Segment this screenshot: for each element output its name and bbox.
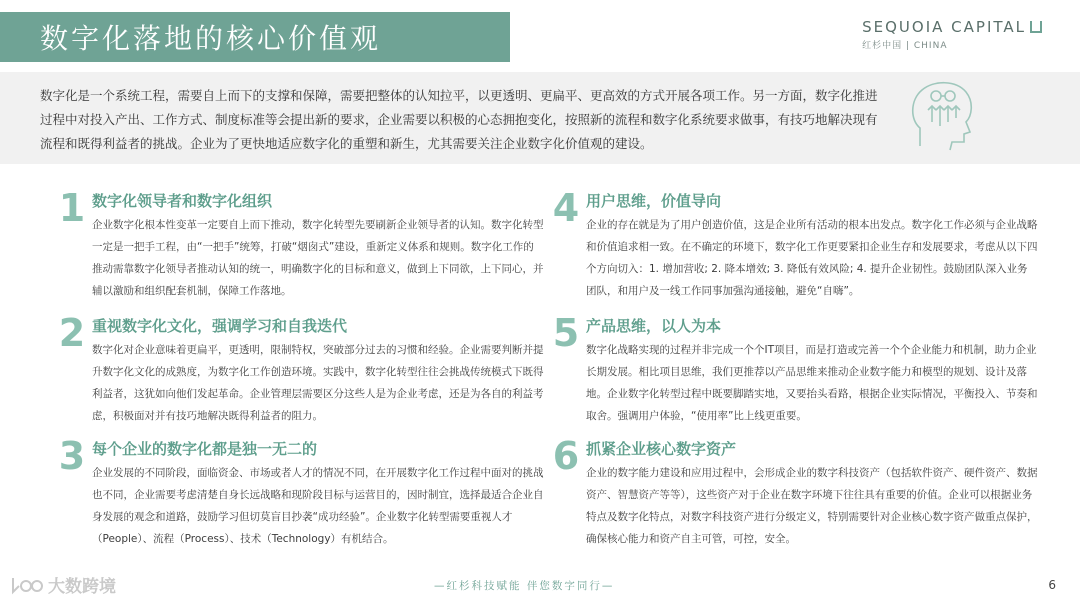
- section-number: 4: [552, 186, 580, 230]
- logo-subtitle: 红杉中国 | CHINA: [862, 41, 948, 51]
- section-title: 抓紧企业核心数字资产: [586, 440, 737, 458]
- footer: [0, 572, 1080, 600]
- section-number: 3: [58, 434, 86, 478]
- watermark: [10, 572, 116, 597]
- digital-head-icon: [902, 76, 984, 158]
- section-body: 企业的存在就是为了用户创造价值，这是企业所有活动的根本出发点。数字化工作必须与企业战略和价值追求相一致。在不确定的环境下，数字化工作更要紧扣企业生存和发展要求，考虑从以下四个方向切入：1. 增加营收; 2. 降本增效; 3. 降低有效风险; 4. 提升企业韧性。鼓励团队深入业务团队，和用户及一线工作同事加强沟通接触，避免“自嗨”。: [586, 219, 1038, 297]
- section-body: 数字化战略实现的过程并非完成一个个IT项目，而是打造或完善一个个企业能力和机制，助力企业长期发展。相比项目思维，我们更推荐以产品思维来推动企业数字能力和模型的规划、设计及落地。企业数字化转型过程中既要脚踏实地，又要抬头看路，根据企业实际情况，平衡投入、节奏和取舍。强调用户体验，“使用率”比上线更重要。: [586, 344, 1038, 422]
- intro-panel: [0, 72, 1080, 164]
- footer-slogan: —红杉科技赋能 伴您数字同行—: [434, 580, 615, 592]
- section-body: 数字化对企业意味着更扁平，更透明，限制特权，突破部分过去的习惯和经验。企业需要判断并提升数字化文化的成熟度，为数字化工作创造环境。实践中，数字化转型往往会挑战传统模式下既得利益者，这犹如向他们发起革命。企业管理层需要区分这些人是为企业考虑，还是为各自的利益考虑，积极面对并有技巧地解决既得利益者的阻力。: [92, 344, 544, 422]
- logo-text: SEQUOIA CAPITAL: [862, 18, 1026, 36]
- section-number: 1: [58, 186, 86, 230]
- section-title: 每个企业的数字化都是独一无二的: [92, 440, 318, 458]
- section-title: 重视数字化文化，强调学习和自我迭代: [92, 317, 348, 335]
- section-body: 企业数字化根本性变革一定要自上而下推动，数字化转型先要刷新企业领导者的认知。数字化转型一定是一把手工程，由“一把手”统筹，打破“烟囱式”建设，重新定义体系和规则。数字化工作的推动需靠数字化领导者推动认知的统一，明确数字化的目标和意义，做到上下同欲，上下同心，并辅以激励和组织配套机制，保障工作落地。: [92, 219, 544, 297]
- title-bar: [0, 12, 510, 62]
- intro-text: 数字化是一个系统工程，需要自上而下的支撑和保障，需要把整体的认知拉平，以更透明、更扁平、更高效的方式开展各项工作。另一方面，数字化推进过程中对投入产出、工作方式、制度标准等会提出新的要求，企业需要以积极的心态拥抱变化，按照新的流程和数字化系统要求做事，有技巧地解决现有流程和既得利益者的挑战。企业为了更快地适应数字化的重塑和新生，尤其需要关注企业数字化价值观的建设。: [40, 88, 878, 151]
- logo-mark-icon: [1030, 21, 1042, 33]
- page-number: 6: [1048, 578, 1056, 592]
- section-body: 企业发展的不同阶段，面临资金、市场或者人才的情况不同，在开展数字化工作过程中面对的挑战也不同，企业需要考虑清楚自身长远战略和现阶段目标与运营目的，因时制宜，选择最适合企业自身发展的观念和道路，鼓励学习但切莫盲目抄袭“成功经验”。企业数字化转型需要重视人才（People）、流程（Process）、技术（Technology）有机结合。: [92, 467, 544, 545]
- watermark-text: 大数跨境: [48, 577, 116, 597]
- section-title: 数字化领导者和数字化组织: [92, 192, 273, 210]
- section-number: 2: [58, 311, 86, 355]
- sequoia-logo: [862, 18, 1042, 51]
- section-title: 用户思维，价值导向: [586, 192, 722, 210]
- section-number: 6: [552, 434, 580, 478]
- section-body: 企业的数字能力建设和应用过程中，会形成企业的数字科技资产（包括软件资产、硬件资产、数据资产、智慧资产等等），这些资产对于企业在数字环境下往往具有重要的价值。企业可以根据业务特点及数字化特点，对数字科技资产进行分级定义，特别需要针对企业核心数字资产做重点保护，确保核心能力和资产自主可管，可控，安全。: [586, 467, 1038, 545]
- page-title: 数字化落地的核心价值观: [40, 22, 382, 55]
- section-number: 5: [552, 311, 580, 355]
- watermark-logo-icon: [10, 574, 44, 596]
- section-title: 产品思维，以人为本: [586, 317, 722, 335]
